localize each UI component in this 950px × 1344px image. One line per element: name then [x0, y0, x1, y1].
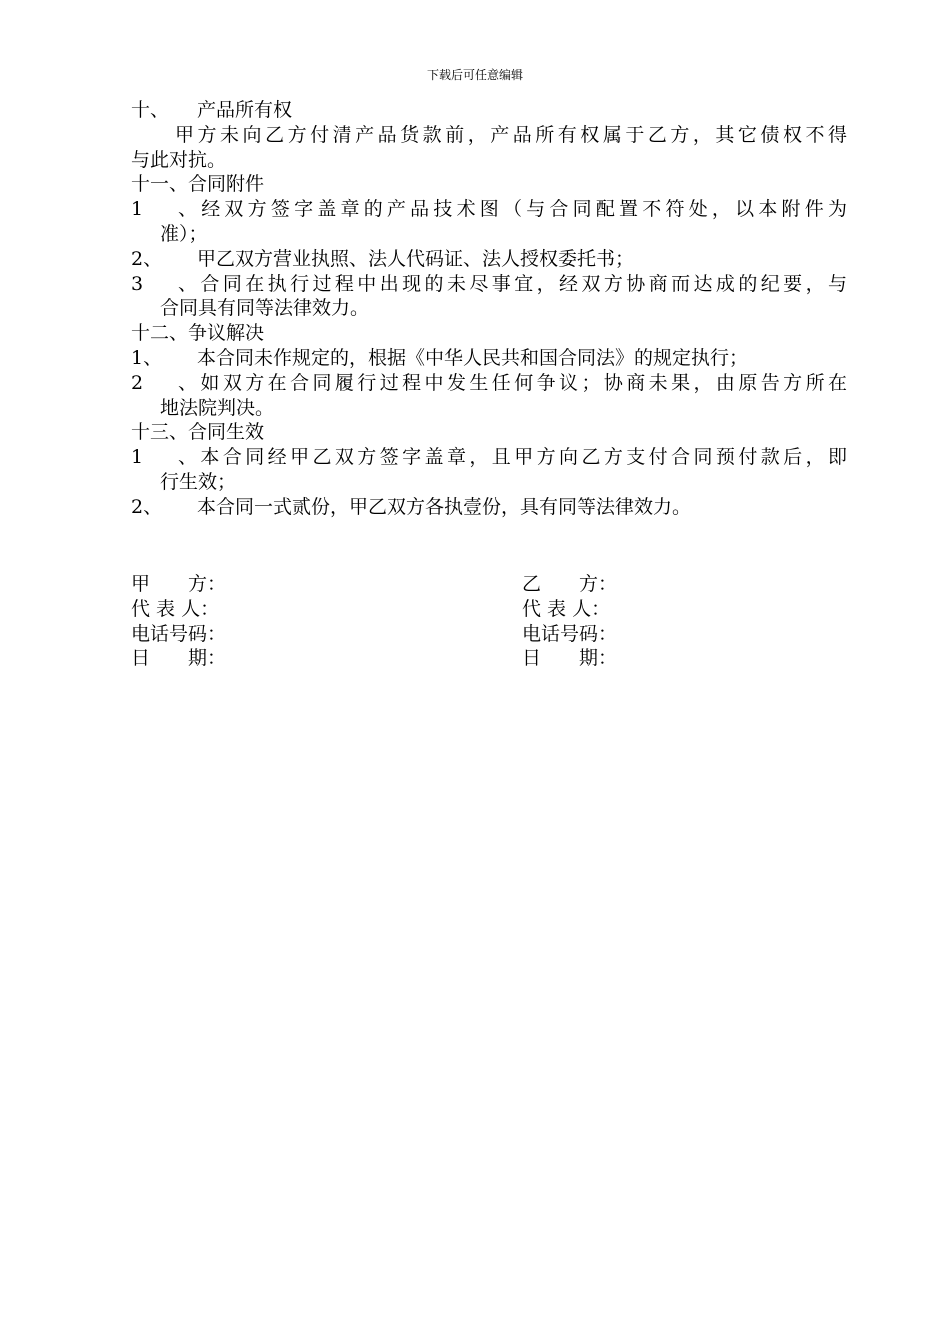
party-a-date-label: 日 期： [131, 647, 227, 670]
list-item [131, 495, 847, 520]
party-b-label: 乙 方： [522, 573, 618, 595]
party-a-label: 甲 方： [131, 573, 227, 595]
section-10-heading [131, 98, 847, 123]
list-item [131, 445, 847, 470]
item-number: 2、 [131, 371, 197, 394]
section-12-heading: 十二、争议解决 [131, 322, 265, 345]
section-13-heading: 十三、合同生效 [131, 421, 265, 444]
item-text: 经双方签字盖章的产品技术图（与合同配置不符处，以本附件为 [197, 198, 847, 221]
page-header: 下载后可任意编辑 [426, 68, 523, 82]
item-number: 1、 [131, 346, 163, 369]
list-item-continuation: 行生效； [160, 470, 237, 493]
list-item-continuation: 准）； [160, 222, 208, 245]
signature-row [131, 646, 847, 671]
list-item [131, 346, 847, 371]
section-10-paragraph-line: 甲方未向乙方付清产品货款前，产品所有权属于乙方，其它债权不得 [175, 123, 847, 146]
party-b-phone-label: 电话号码： [522, 622, 618, 645]
item-number: 1、 [131, 446, 197, 469]
section-number: 十、 [131, 99, 170, 121]
list-item [131, 197, 847, 222]
list-item [131, 371, 847, 396]
item-text: 本合同未作规定的，根据《中华人民共和国合同法》的规定执行； [197, 346, 749, 369]
item-text: 甲乙双方营业执照、法人代码证、法人授权委托书； [197, 247, 635, 270]
list-item-continuation: 地法院判决。 [160, 396, 275, 419]
section-11-heading: 十一、合同附件 [131, 173, 265, 196]
item-number: 2、 [131, 495, 163, 518]
party-a-phone-label: 电话号码： [131, 622, 227, 645]
item-number: 1、 [131, 198, 197, 221]
list-item [131, 247, 847, 272]
section-title: 产品所有权 [197, 99, 293, 121]
item-text: 合同在执行过程中出现的未尽事宜，经双方协商而达成的纪要，与 [197, 272, 847, 295]
item-text: 本合同一式贰份，甲乙双方各执壹份，具有同等法律效力。 [197, 495, 692, 518]
signature-row [131, 572, 847, 597]
list-item [131, 272, 847, 297]
party-a-representative-label: 代 表 人： [131, 597, 220, 620]
signature-block [131, 572, 847, 671]
section-10-paragraph-line: 与此对抗。 [131, 148, 227, 171]
contract-body [131, 98, 847, 520]
party-b-representative-label: 代 表 人： [522, 597, 611, 620]
signature-row [131, 597, 847, 622]
item-number: 2、 [131, 247, 163, 270]
item-number: 3、 [131, 272, 197, 295]
item-text: 如双方在合同履行过程中发生任何争议；协商未果，由原告方所在 [197, 371, 847, 394]
item-text: 本合同经甲乙双方签字盖章，且甲方向乙方支付合同预付款后，即 [197, 446, 847, 469]
party-b-date-label: 日 期： [522, 647, 618, 670]
list-item-continuation: 合同具有同等法律效力。 [160, 297, 370, 320]
signature-row [131, 622, 847, 647]
